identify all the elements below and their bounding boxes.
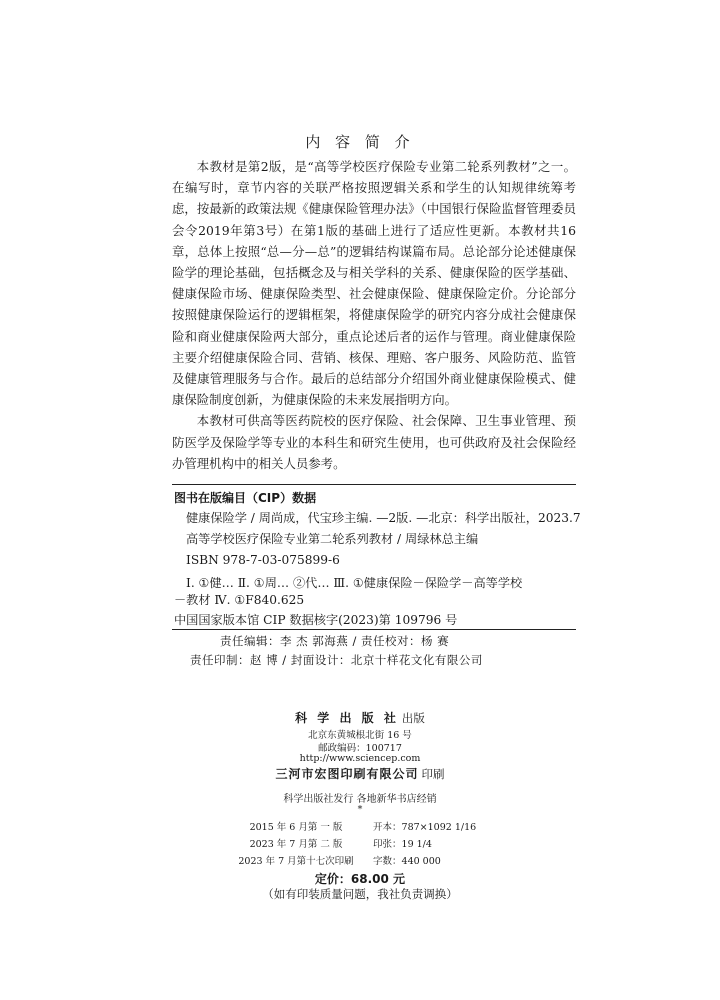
printer-line [0, 765, 720, 782]
cip-heading: 图书在版编目（CIP）数据 [174, 491, 317, 505]
edition-row [222, 819, 476, 833]
editor-line: 责任编辑：李 杰 郭海燕 / 责任校对：杨 赛 [220, 634, 450, 648]
edition-spec: 字数：440 000 [373, 856, 441, 867]
abstract [172, 156, 576, 474]
publisher-address: 北京东黄城根北街 16 号 [308, 730, 412, 741]
cip-line: ISBN 978-7-03-075899-6 [186, 553, 340, 567]
cip-line: Ⅰ. ①健… Ⅱ. ①周… ②代… Ⅲ. ①健康保险－保险学－高等学校 [186, 576, 523, 590]
edition-spec: 开本：787×1092 1/16 [373, 822, 477, 833]
abstract-paragraph: 本教材可供高等医药院校的医疗保险、社会保障、卫生事业管理、预防医学及保险学等专业的本科生和研究生使用，也可供政府及社会保险经办管理机构中的相关人员参考。 [172, 413, 576, 471]
section-title: 内 容 简 介 [305, 133, 415, 151]
edition-date: 2023 年 7 月第 二 版 [249, 839, 343, 850]
editor-line: 责任印制：赵 博 / 封面设计：北京十样花文化有限公司 [190, 653, 483, 667]
publisher-action: 出版 [401, 711, 425, 725]
printer-action: 印刷 [421, 767, 445, 781]
distribution-line: 科学出版社发行 各地新华书店经销 [283, 794, 437, 805]
publisher-line [0, 709, 720, 726]
cip-line: 高等学校医疗保险专业第二轮系列教材 / 周绿林总主编 [186, 532, 479, 546]
separator-mark: * [357, 804, 363, 815]
cip-line: －教材 Ⅳ. ①F840.625 [174, 593, 305, 607]
edition-date: 2023 年 7 月第十七次印刷 [238, 856, 354, 867]
abstract-paragraph: 本教材是第2版，是“高等学校医疗保险专业第二轮系列教材”之一。在编写时，章节内容的关联严格按照逻辑关系和学生的认知规律统筹考虑，按最新的政策法规《健康保险管理办法》（中国银行保险监督管理委员会令2019年第3号）在第1版的基础上进行了适应性更新。本教材共16章，总体上按照“总—分—总”的逻辑结构谋篇布局。总论部分论述健康保险学的理论基础，包括概念及与相关学科的关系、健康保险的医学基础、健康保险市场、健康保险类型、社会健康保险、健康保险定价。分论部分按照健康保险运行的逻辑框架，将健康保险学的研究内容分成社会健康保险和商业健康保险两大部分，重点论述后者的运作与管理。商业健康保险主要介绍健康保险合同、营销、核保、理赔、客户服务、风险防范、监管及健康管理服务与合作。最后的总结部分介绍国外商业健康保险模式、健康保险制度创新，为健康保险的未来发展指明方向。 [172, 159, 576, 408]
edition-date: 2015 年 6 月第 一 版 [249, 822, 343, 833]
edition-row [222, 836, 432, 850]
edition-spec: 印张：19 1/4 [373, 839, 432, 850]
publisher-website: http://www.sciencep.com [299, 753, 421, 764]
cip-line: 健康保险学 / 周尚成，代宝珍主编. —2版. —北京：科学出版社，2023.7 [186, 511, 581, 525]
edition-row [222, 853, 441, 867]
quality-note: （如有印装质量问题，我社负责调换） [262, 887, 458, 901]
publisher-name: 科 学 出 版 社 [295, 711, 399, 725]
price: 定价：68.00 元 [314, 872, 406, 886]
printer-name: 三河市宏图印刷有限公司 [275, 767, 419, 781]
cip-line: 中国国家版本馆 CIP 数据核字(2023)第 109796 号 [174, 613, 458, 627]
cip-data-block [172, 484, 581, 630]
publisher-postcode: 邮政编码：100717 [318, 743, 402, 754]
